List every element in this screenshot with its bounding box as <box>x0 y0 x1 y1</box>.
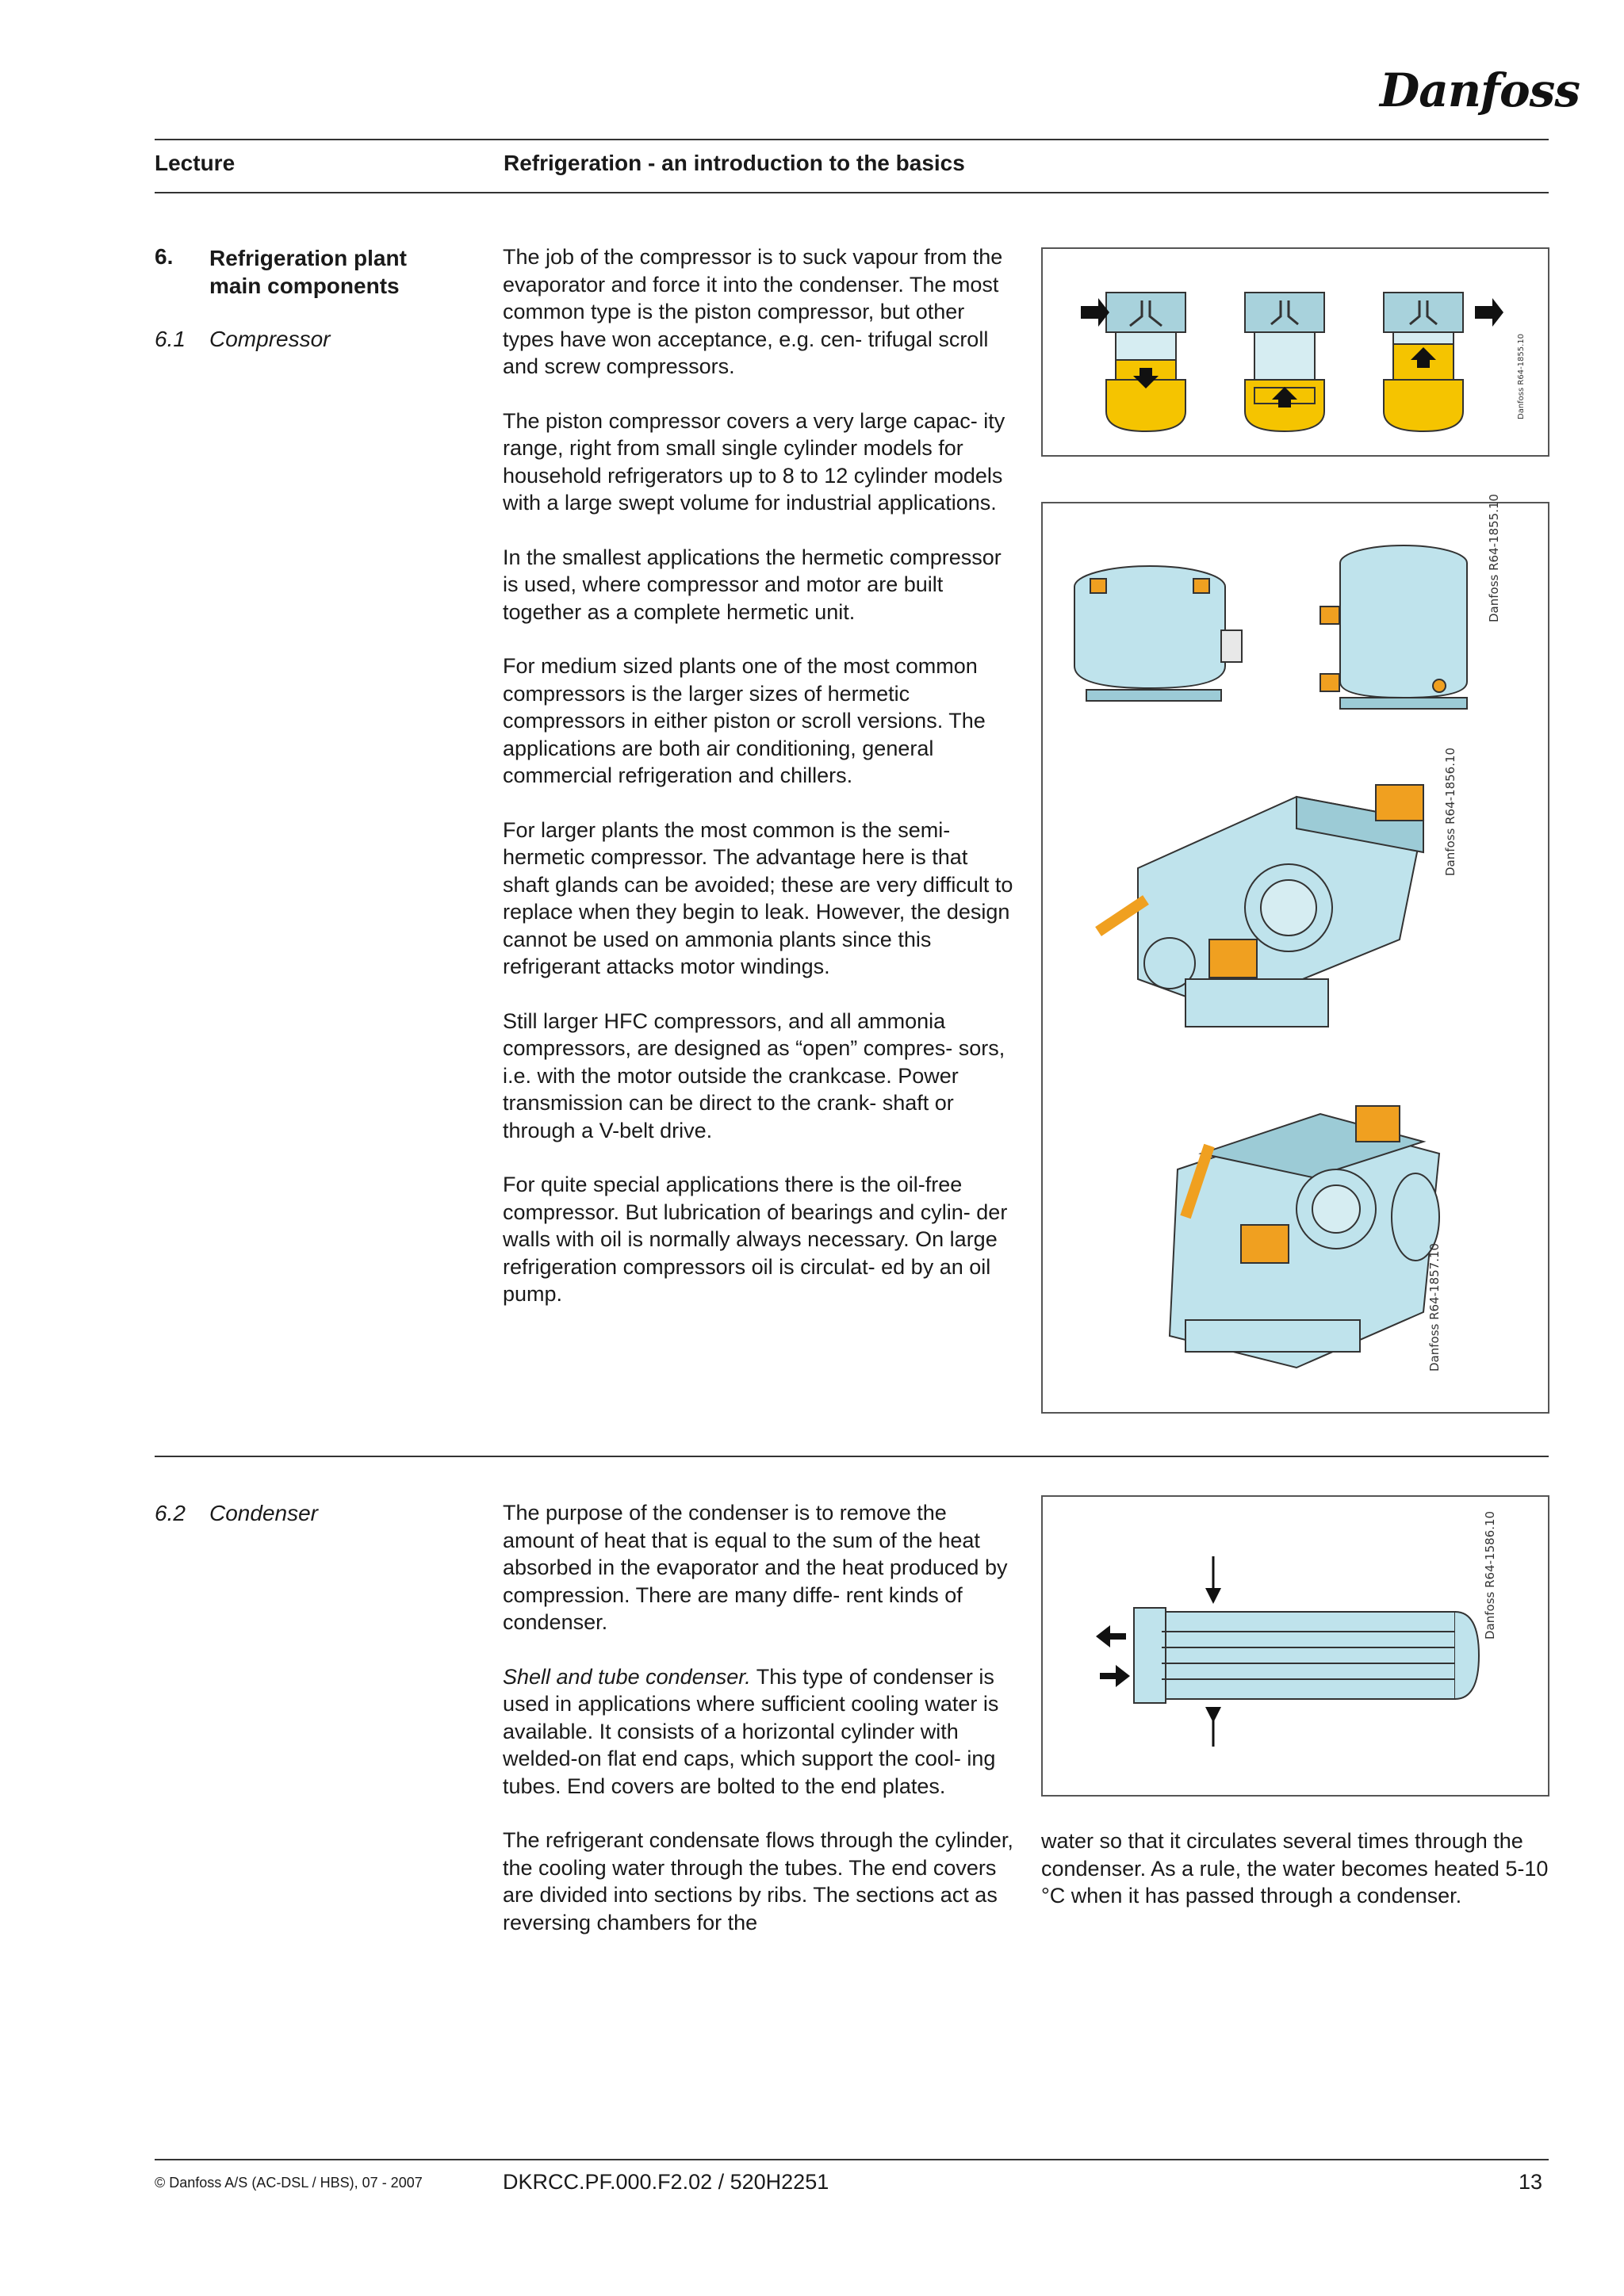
section-title-line1: Refrigeration plant <box>209 246 407 270</box>
semi-hermetic-compressor-drawing <box>1043 773 1548 1058</box>
section-divider-rule <box>155 1456 1549 1457</box>
paragraph: water so that it circulates several times through the condenser. As a rule, the water becomes heated 5-10 °C when it has passed through a condenser. <box>1041 1829 1549 1908</box>
figure-code: Danfoss R64-1855.10 <box>1487 493 1501 622</box>
condenser-diagram <box>1043 1497 1548 1795</box>
figure-code: Danfoss R64-1586.10 <box>1483 1510 1497 1640</box>
piston-stage-1 <box>1081 293 1185 431</box>
paragraph: The refrigerant condensate flows through the cylinder, the cooling water through the tubes. The end covers are divided into sections by ribs. The sections act as reversing chambers for the <box>503 1828 1013 1934</box>
piston-cycle-diagram <box>1043 249 1548 455</box>
piston-stage-3 <box>1384 293 1503 431</box>
condenser-text <box>503 1499 1014 1963</box>
logo-text: Danfoss <box>1380 63 1580 117</box>
piston-stage-2 <box>1245 293 1324 431</box>
footer-doc-code: DKRCC.PF.000.F2.02 / 520H2251 <box>503 2170 829 2194</box>
paragraph <box>503 1663 1014 1800</box>
figure-shell-tube-condenser <box>1041 1495 1549 1797</box>
paragraph: Still larger HFC compressors, and all ammonia compressors, are designed as “open” compres- sors, i.e. with the motor outside the crankcase. Power transmission can be direct to the crank- shaft or through a V-belt drive. <box>503 1008 1005 1142</box>
header-title: Refrigeration - an introduction to the basics <box>504 151 965 175</box>
hermetic-compressors-drawing <box>1043 503 1548 741</box>
paragraph: The piston compressor covers a very large capac- ity range, right from small single cylinder models for household refrigerators up to 8 to 12 cylinder models with a large swept volume for industrial applications. <box>503 408 1005 515</box>
page-number: 13 <box>1519 2170 1543 2194</box>
shell-tube-term: Shell and tube condenser. <box>503 1664 751 1689</box>
header-top-rule <box>155 139 1549 140</box>
subsection-6-1-title: Compressor <box>209 327 331 351</box>
subsection-6-2-number: 6.2 <box>155 1501 186 1525</box>
figure-code: Danfoss R64-1855.10 <box>1517 333 1526 419</box>
paragraph: In the smallest applications the hermetic compressor is used, where compressor and motor are built together as a complete hermetic unit. <box>503 545 1002 624</box>
compressor-text <box>503 243 1014 1335</box>
footer-rule <box>155 2159 1549 2160</box>
danfoss-logo <box>1380 63 1580 127</box>
figure-compressor-types <box>1041 493 1549 1414</box>
section-title <box>209 244 407 300</box>
paragraph: The purpose of the condenser is to remove the amount of heat that is equal to the sum of the heat absorbed in the evaporator and the heat produced by compression. There are many diffe- rent kinds of condenser. <box>503 1501 1008 1634</box>
paragraph: For larger plants the most common is the semi- hermetic compressor. The advantage here is that shaft glands can be avoided; these are very difficult to replace when they begin to leak. However, the design cannot be used on ammonia plants since this refrigerant attacks motor windings. <box>503 817 1013 978</box>
paragraph: For quite special applications there is the oil-free compressor. But lubrication of bearings and cylin- der walls with oil is normally always necessary. On large refrigeration compressors oil is circulat- ed by an oil pump. <box>503 1173 1008 1306</box>
paragraph: For medium sized plants one of the most common compressors is the larger sizes of hermetic compressors in either piston or scroll versions. The applications are both air conditioning, general commercial refrigeration and chillers. <box>503 654 986 787</box>
paragraph-rest: This type of condenser is used in applications where sufficient cooling water is available. It consists of a horizontal cylinder with welded-on flat end caps, which support the cool- ing tubes. End covers are bolted to the end plates. <box>503 1664 999 1798</box>
figure-code: Danfoss R64-1856.10 <box>1443 747 1457 876</box>
hermetic-compressor-2 <box>1320 545 1467 709</box>
figure-piston-cycle <box>1041 247 1549 457</box>
section-title-line2: main components <box>209 274 400 298</box>
paragraph: The job of the compressor is to suck vapour from the evaporator and force it into the condenser. The most common type is the piston compressor, but other types have won acceptance, e.g. cen- trifugal scroll and screw compressors. <box>503 245 1003 378</box>
open-compressor-drawing <box>1043 1090 1548 1407</box>
subsection-6-2-title: Condenser <box>209 1501 318 1525</box>
footer-copyright: © Danfoss A/S (AC-DSL / HBS), 07 - 2007 <box>155 2175 423 2191</box>
section-number: 6. <box>155 244 174 269</box>
figure-code: Danfoss R64-1857.10 <box>1427 1242 1442 1372</box>
hermetic-compressor-1 <box>1074 566 1242 701</box>
header-left-label: Lecture <box>155 151 236 175</box>
header-bottom-rule <box>155 192 1549 193</box>
subsection-6-1-number: 6.1 <box>155 327 186 351</box>
condenser-text-right <box>1041 1827 1549 1937</box>
